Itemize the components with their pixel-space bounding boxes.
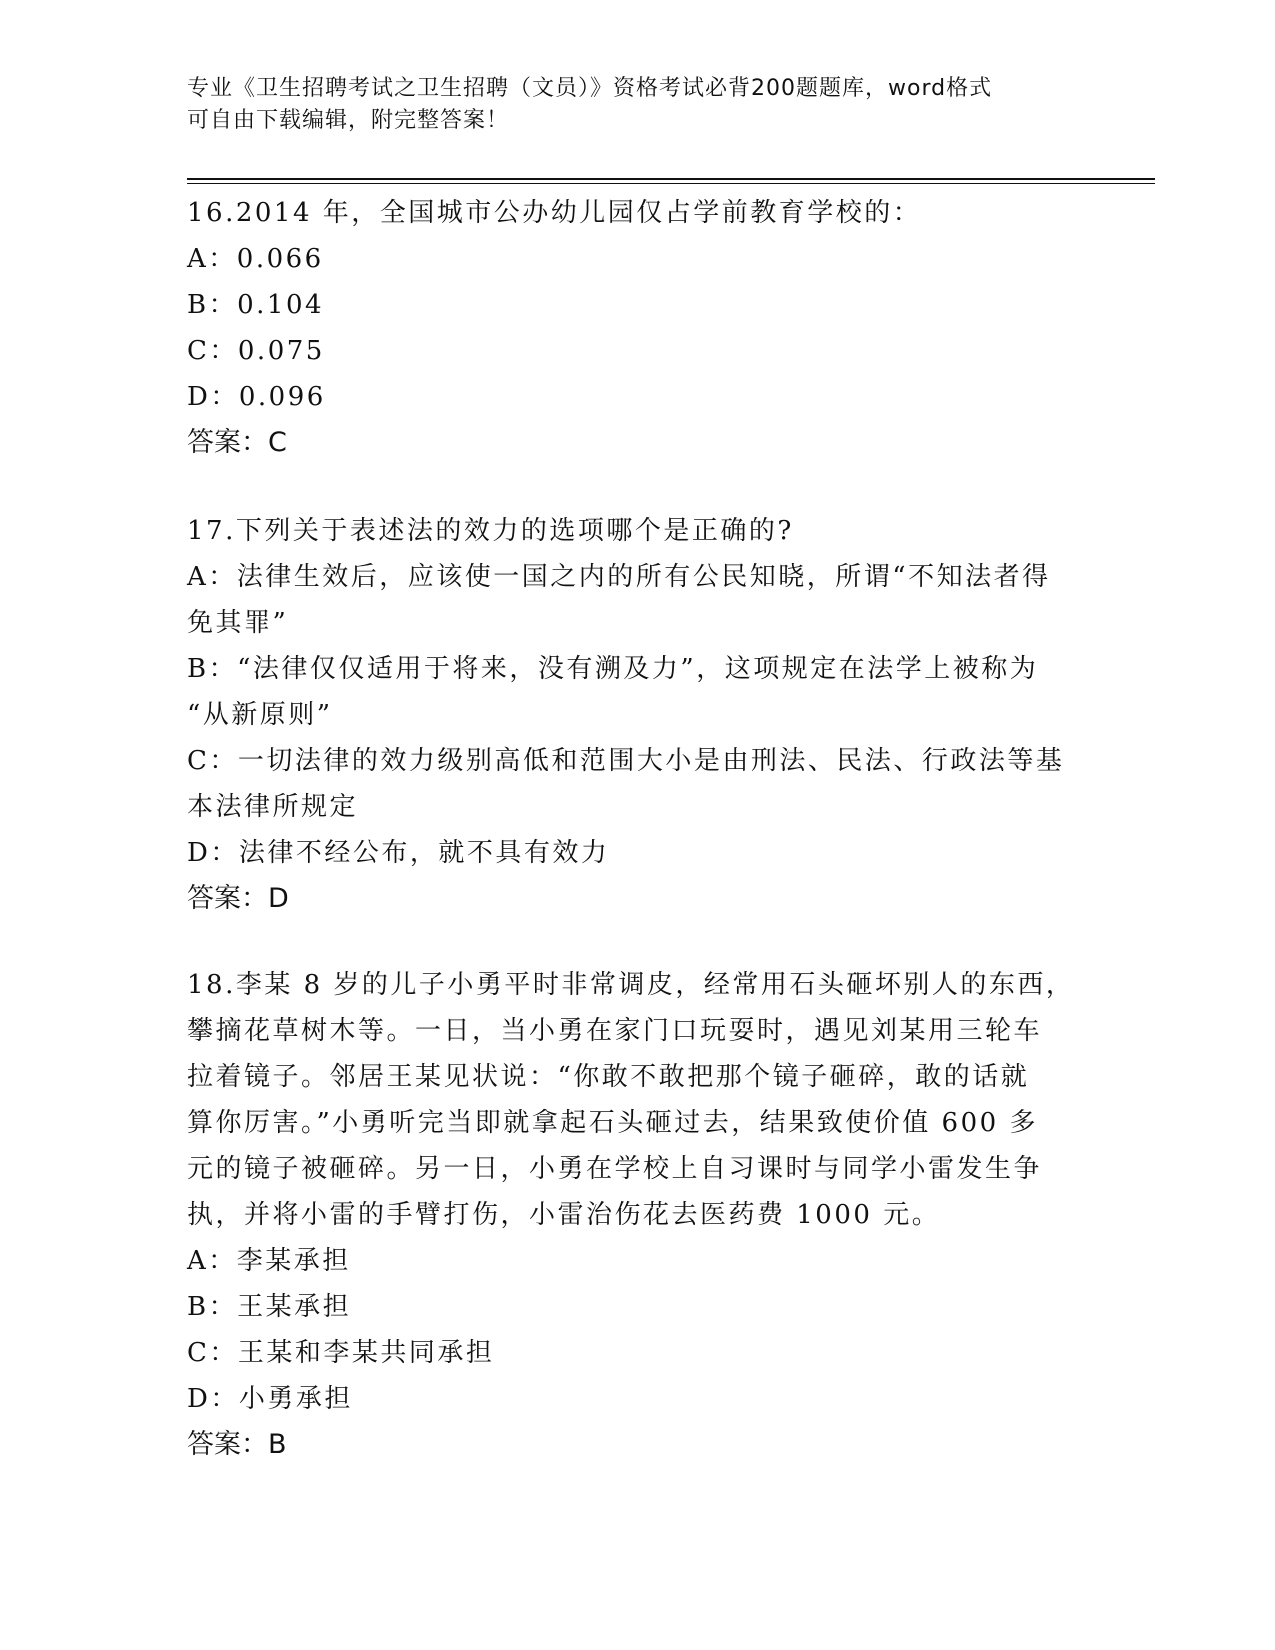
option-a: A：0.066 — [187, 244, 324, 274]
option-d: D：小勇承担 — [187, 1384, 353, 1414]
option-b-line-2: “从新原则” — [187, 700, 333, 730]
option-c: C：王某和李某共同承担 — [187, 1338, 495, 1368]
answer-line: 答案：B — [187, 1429, 287, 1460]
question-stem: 16.2014 年，全国城市公办幼儿园仅占学前教育学校的： — [187, 198, 922, 228]
option-c: C：0.075 — [187, 336, 325, 366]
option-a-line-2: 免其罪” — [187, 608, 289, 638]
document-header — [187, 73, 1067, 137]
option-d: D：0.096 — [187, 382, 326, 412]
question-stem: 17.下列关于表述法的效力的选项哪个是正确的? — [187, 516, 794, 546]
option-a-line-1: A：法律生效后，应该使一国之内的所有公民知晓，所谓“不知法者得 — [187, 562, 1051, 592]
question-17 — [187, 508, 1087, 922]
question-18 — [187, 962, 1087, 1468]
question-stem-line-4: 算你厉害。”小勇听完当即就拿起石头砸过去，结果致使价值 600 多 — [187, 1108, 1038, 1138]
header-line-2: 可自由下载编辑，附完整答案！ — [187, 108, 510, 133]
header-line-1: 专业《卫生招聘考试之卫生招聘（文员）》资格考试必背200题题库，word格式 — [187, 76, 993, 101]
question-stem-line-2: 攀摘花草树木等。一日，当小勇在家门口玩耍时，遇见刘某用三轮车 — [187, 1016, 1043, 1046]
question-stem-line-6: 执，并将小雷的手臂打伤，小雷治伤花去医药费 1000 元。 — [187, 1200, 941, 1230]
option-c-line-1: C：一切法律的效力级别高低和范围大小是由刑法、民法、行政法等基 — [187, 746, 1065, 776]
option-d: D：法律不经公布，就不具有效力 — [187, 838, 610, 868]
header-rule-thick — [187, 178, 1155, 180]
question-stem-line-1: 18.李某 8 岁的儿子小勇平时非常调皮，经常用石头砸坏别人的东西， — [187, 970, 1075, 1000]
option-a: A：李某承担 — [187, 1246, 351, 1276]
question-stem-line-5: 元的镜子被砸碎。另一日，小勇在学校上自习课时与同学小雷发生争 — [187, 1154, 1043, 1184]
option-c-line-2: 本法律所规定 — [187, 792, 359, 822]
answer-line: 答案：D — [187, 883, 289, 914]
option-b: B：0.104 — [187, 290, 325, 320]
question-stem-line-3: 拉着镜子。邻居王某见状说：“你敢不敢把那个镜子砸碎，敢的话就 — [187, 1062, 1030, 1092]
answer-line: 答案：C — [187, 427, 287, 458]
question-16 — [187, 190, 1087, 466]
option-b-line-1: B：“法律仅仅适用于将来，没有溯及力”，这项规定在法学上被称为 — [187, 654, 1039, 684]
header-rule-thin — [187, 183, 1155, 184]
option-b: B：王某承担 — [187, 1292, 352, 1322]
